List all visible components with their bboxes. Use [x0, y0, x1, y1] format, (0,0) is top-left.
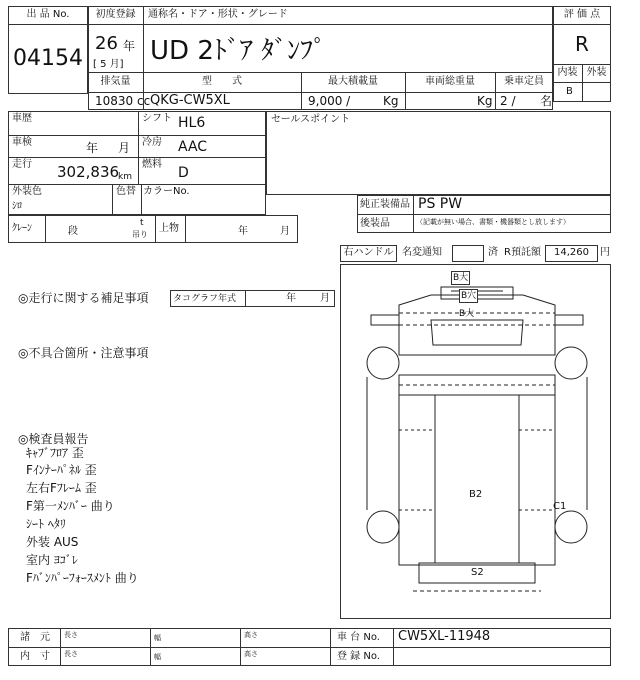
capacity-label: 乗車定員 — [504, 76, 544, 87]
chassis-no: CW5XL-11948 — [398, 629, 491, 644]
aircon-label: 冷房 — [142, 137, 162, 148]
name-change-box — [452, 245, 484, 262]
crane-ton-top: t — [140, 218, 144, 228]
mark-bed: B2 — [469, 489, 483, 500]
deck-month-unit: 月 — [280, 226, 290, 237]
aftermarket-note: （記載が無い場合、書類・機器類とし放します） — [416, 218, 570, 226]
crane-stage: 段 — [68, 226, 78, 237]
first-reg-month: [ 5 月] — [93, 59, 124, 70]
capacity: 2 / — [500, 94, 516, 108]
right-hand: 右ハンドル — [343, 247, 394, 258]
displacement-label: 排気量 — [100, 76, 131, 87]
dims-height-label: 高さ — [244, 631, 258, 639]
sales-point-label: セールスポイント — [271, 114, 351, 125]
driving-notes-label: ◎走行に関する補足事項 — [18, 291, 149, 305]
tachograph-month-unit: 月 — [320, 293, 330, 304]
inner-height-label: 高さ — [244, 650, 258, 658]
recycle-fee: 14,260 — [554, 247, 589, 258]
score-label: 評 価 点 — [563, 9, 601, 20]
color-code-label: カラーNo. — [143, 186, 190, 197]
recycle-unit: 円 — [600, 247, 610, 258]
crane-label: ｸﾚｰﾝ — [12, 223, 32, 234]
gross-weight-unit: Kg — [477, 94, 493, 108]
recycle-fee-label: R預託額 — [504, 247, 541, 258]
mark-right-side: C1 — [553, 501, 567, 512]
mark-grille: B穴 — [461, 291, 477, 301]
max-load-label: 最大積載量 — [328, 76, 378, 87]
interior-label: 内装 — [557, 67, 578, 78]
max-load: 9,000 / — [308, 94, 351, 108]
lot-no: 04154 — [13, 46, 83, 71]
inner-length-label: 長さ — [64, 650, 78, 658]
recycle-label: 済 — [488, 247, 498, 258]
dims-label: 諸 元 — [20, 632, 50, 643]
max-load-unit: Kg — [383, 94, 399, 108]
inspection-year-unit: 年 — [86, 141, 99, 155]
name-change-label: 名変通知 — [402, 247, 442, 258]
mileage: 302,836 — [57, 163, 120, 181]
inspector-line: 外装 AUS — [26, 535, 79, 549]
ext-color: ｼﾛ — [12, 201, 22, 212]
inspection-month-unit: 月 — [118, 141, 131, 155]
tachograph-year-unit: 年 — [286, 293, 296, 304]
inspector-line: ｼｰﾄ ﾍﾀﾘ — [26, 517, 66, 531]
shift: HL6 — [178, 115, 206, 131]
lot-no-label: 出 品 No. — [26, 9, 70, 20]
deck-year-unit: 年 — [238, 226, 248, 237]
inspector-line: F第一ﾒﾝﾊﾞｰ 曲り — [26, 499, 115, 513]
deck-label: 上物 — [159, 223, 179, 234]
inner-width-label: 幅 — [154, 653, 161, 661]
details-box — [8, 111, 266, 215]
dims-length-label: 長さ — [64, 631, 78, 639]
mark-rear: S2 — [471, 567, 484, 578]
tachograph-label: タコグラフ年式 — [173, 294, 237, 304]
history-label: 車歴 — [12, 113, 32, 124]
interior-grade: B — [566, 86, 573, 97]
exterior-label: 外装 — [586, 67, 607, 78]
gross-weight-label: 車両総重量 — [425, 76, 475, 87]
fuel-label: 燃料 — [142, 159, 162, 170]
inspector-label: ◎検査員報告 — [18, 432, 89, 446]
inspector-line: Fｲﾝﾅｰﾊﾟﾈﾙ 歪 — [26, 463, 97, 477]
factory-equip-label: 純正装備品 — [360, 199, 410, 210]
inspector-line: 左右Fﾌﾚｰﾑ 歪 — [26, 481, 97, 495]
factory-equip: PS PW — [418, 196, 463, 212]
inspector-line: 室内 ﾖｺﾞﾚ — [26, 553, 78, 567]
aircon: AAC — [178, 139, 208, 155]
inspector-line: Fﾊﾞﾝﾊﾟｰﾌｫｰｽﾒﾝﾄ 曲り — [26, 571, 139, 585]
mileage-label: 走行 — [12, 159, 32, 170]
aftermarket-label: 後装品 — [360, 218, 390, 229]
model-name: UD 2ﾄﾞｱ ﾀﾞﾝﾌﾟ — [150, 36, 327, 66]
mark-cab-roof: B大 — [459, 309, 475, 319]
capacity-unit: 名 — [540, 94, 553, 108]
model-code-label: 型 式 — [202, 76, 242, 87]
reg-label: 登 録 No. — [337, 651, 380, 662]
inspector-line: ｷｬﾌﾞﾌﾛｱ 歪 — [26, 446, 84, 460]
model-code: QKG-CW5XL — [150, 93, 230, 108]
chassis-label: 車 台 No. — [337, 632, 380, 643]
color-no-label: 色替 — [116, 186, 136, 197]
year-unit: 年 — [123, 39, 136, 53]
displacement: 10830 cc — [95, 94, 151, 108]
first-reg-label: 初度登録 — [95, 9, 136, 20]
crane-row — [8, 215, 298, 243]
inspection-label: 車検 — [12, 137, 32, 148]
damage-diagram — [340, 264, 611, 619]
mileage-unit: km — [118, 172, 132, 182]
fuel: D — [178, 165, 189, 181]
ext-color-label: 外装色 — [12, 186, 42, 197]
model-label: 通称名・ドア・形状・グレード — [148, 9, 288, 20]
crane-ton-bottom: 吊り — [132, 230, 148, 239]
shift-label: シフト — [142, 113, 172, 124]
mark-front-bumper: B大 — [453, 273, 469, 283]
defects-label: ◎不具合箇所・注意事項 — [18, 346, 149, 360]
score: R — [575, 32, 589, 56]
inner-label: 内 寸 — [20, 651, 50, 662]
first-reg-year: 26 — [95, 33, 118, 54]
dims-width-label: 幅 — [154, 634, 161, 642]
